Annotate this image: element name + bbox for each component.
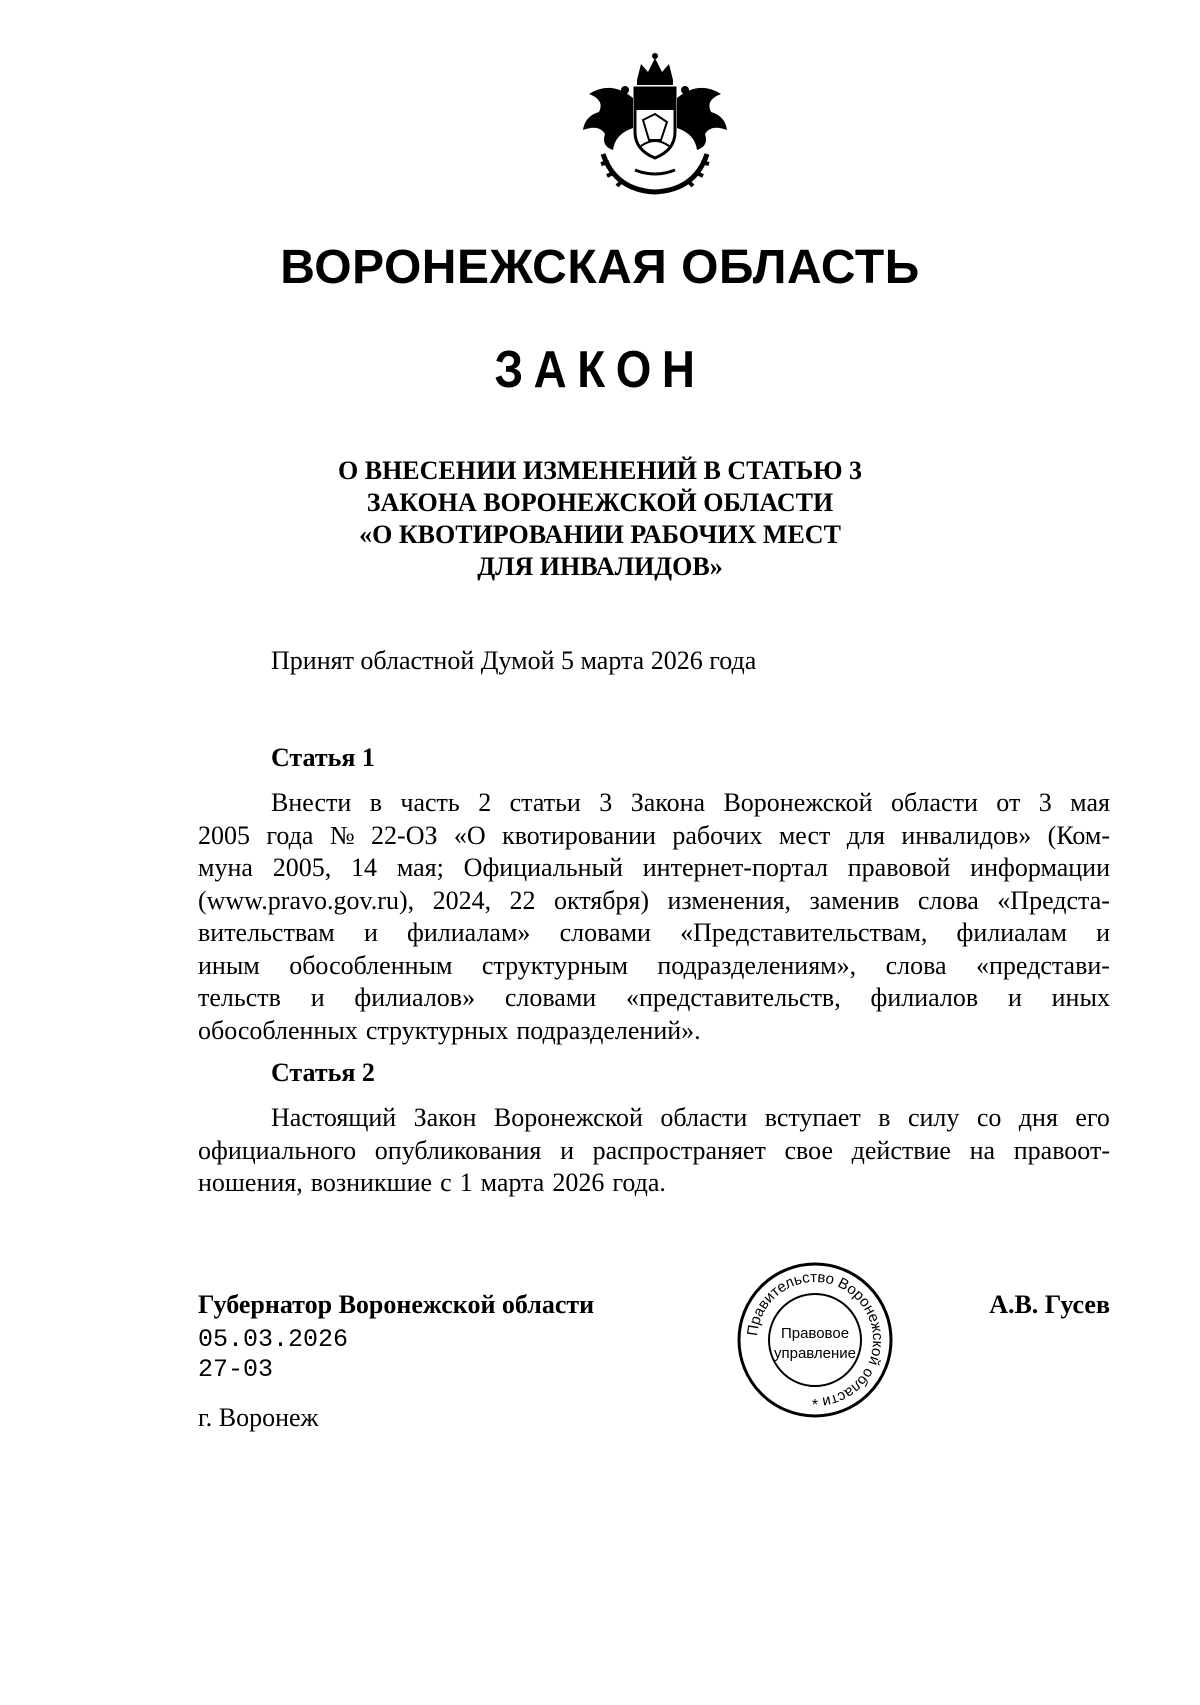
adoption-note: Принят областной Думой 5 марта 2026 года xyxy=(271,646,757,675)
word: для xyxy=(846,820,885,850)
official-stamp xyxy=(735,1260,895,1420)
word: Воронежской xyxy=(723,788,873,817)
word: 2005 xyxy=(198,820,250,850)
word: силу xyxy=(907,1103,960,1132)
word: Официальный xyxy=(463,853,623,882)
word: дня xyxy=(1018,1103,1058,1132)
word: в xyxy=(369,788,382,817)
word: и xyxy=(363,918,378,947)
text-line xyxy=(198,1102,1110,1135)
word: и xyxy=(1096,918,1110,947)
word: подразделениям», xyxy=(657,950,857,980)
word: области xyxy=(890,788,978,817)
word: 2 xyxy=(478,788,492,817)
word: официального xyxy=(198,1135,357,1165)
word: октября) xyxy=(553,885,650,915)
text-line xyxy=(198,885,1110,918)
stamp-ring-text: Правительство Воронежской области xyxy=(744,1268,887,1411)
text-line xyxy=(198,950,1110,983)
text-line xyxy=(198,787,1110,820)
word: рабочих xyxy=(672,820,763,850)
word: слова xyxy=(917,885,979,915)
word: с xyxy=(440,1168,452,1197)
word: мест xyxy=(778,820,831,850)
signatory-position: Губернатор Воронежской области xyxy=(198,1290,595,1319)
word: Настоящий xyxy=(271,1103,397,1132)
law-number: 27-03 xyxy=(198,1355,274,1384)
document-type: ЗАКОН xyxy=(494,341,706,399)
word: тельств xyxy=(198,983,281,1012)
word: свое xyxy=(784,1135,833,1165)
signatory-name: А.В. Гусев xyxy=(989,1290,1110,1319)
word: 2005, xyxy=(272,853,332,882)
law-title-line: ЗАКОНА ВОРОНЕЖСКОЙ ОБЛАСТИ xyxy=(366,488,834,517)
article-2-text xyxy=(198,1102,1110,1200)
word: от xyxy=(996,788,1021,817)
text-line xyxy=(198,1135,1110,1168)
word: 1 xyxy=(459,1168,473,1197)
word: в xyxy=(878,1103,891,1132)
article-1-text xyxy=(198,787,1110,1047)
law-title-line: «О КВОТИРОВАНИИ РАБОЧИХ МЕСТ xyxy=(359,520,841,549)
word: Внести xyxy=(271,788,352,817)
word: «представительств, xyxy=(626,983,841,1012)
word: 3 xyxy=(1038,788,1052,817)
word: и xyxy=(560,1135,574,1165)
word: года. xyxy=(612,1168,666,1197)
word: действие xyxy=(851,1135,951,1165)
word: филиалов xyxy=(870,983,979,1012)
word: области xyxy=(660,1103,748,1132)
word: подразделений». xyxy=(516,1015,701,1045)
word: интернет-портал xyxy=(642,853,828,882)
word: 2026 xyxy=(552,1168,605,1197)
word: филиалов» xyxy=(354,983,476,1012)
word: словами xyxy=(559,918,651,947)
word: 14 xyxy=(351,853,378,882)
word: инвалидов» xyxy=(901,820,1032,850)
word: его xyxy=(1075,1103,1110,1132)
word: иных xyxy=(1051,983,1110,1012)
word: филиалам xyxy=(956,918,1067,947)
stamp-star: * xyxy=(811,1397,819,1414)
word: и xyxy=(1007,983,1022,1012)
word: мая xyxy=(1070,788,1110,817)
word: Воронежской xyxy=(493,1103,643,1132)
law-title xyxy=(300,455,900,583)
word: информации xyxy=(970,853,1110,882)
word: «О xyxy=(453,820,486,850)
word: 22-ОЗ xyxy=(371,820,438,850)
word: и xyxy=(310,983,325,1012)
region-title: ВОРОНЕЖСКАЯ ОБЛАСТЬ xyxy=(280,241,920,294)
word: иным xyxy=(198,950,260,980)
text-line xyxy=(198,982,1110,1015)
word: квотировании xyxy=(502,820,656,850)
word: структурных xyxy=(365,1015,509,1045)
word: марта xyxy=(480,1168,545,1197)
word: опубликования xyxy=(374,1135,542,1165)
text-line xyxy=(198,1015,1110,1048)
word: (Ком- xyxy=(1047,820,1110,850)
word: статьи xyxy=(509,788,581,817)
word: «Представительствам, xyxy=(680,918,928,947)
word: слова xyxy=(885,950,947,980)
word: вительствам xyxy=(198,918,335,947)
word: филиалам» xyxy=(407,918,531,947)
word: правовой xyxy=(847,853,951,882)
word: Закон xyxy=(413,1103,477,1132)
word: заменив xyxy=(809,885,900,915)
text-line xyxy=(198,917,1110,950)
word: мая; xyxy=(396,853,444,882)
word: словами xyxy=(504,983,597,1012)
word: года xyxy=(266,820,314,850)
stamp-center-line-2: управление xyxy=(773,1345,857,1362)
word: Закона xyxy=(630,788,706,817)
text-line xyxy=(198,820,1110,853)
word: на xyxy=(969,1135,996,1165)
article-1-heading: Статья 1 xyxy=(271,743,375,772)
article-2-heading: Статья 2 xyxy=(271,1058,375,1087)
word: (www.pravo.gov.ru), xyxy=(198,885,415,915)
word: изменения, xyxy=(667,885,792,915)
word: вступает xyxy=(764,1103,861,1132)
text-line xyxy=(198,1167,1110,1200)
word: структурным xyxy=(481,950,628,980)
word: 22 xyxy=(509,885,536,915)
law-title-line: О ВНЕСЕНИИ ИЗМЕНЕНИЙ В СТАТЬЮ 3 xyxy=(338,456,862,485)
coat-of-arms-icon xyxy=(575,50,735,200)
word: «Предста- xyxy=(997,885,1110,915)
signing-date: 05.03.2026 xyxy=(198,1325,349,1354)
text-line xyxy=(198,852,1110,885)
word: № xyxy=(329,820,355,850)
word: правоот- xyxy=(1013,1135,1110,1165)
signing-city: г. Воронеж xyxy=(198,1403,319,1432)
word: со xyxy=(976,1103,1002,1132)
stamp-center-line-1: Правовое xyxy=(780,1325,850,1342)
law-title-line: ДЛЯ ИНВАЛИДОВ» xyxy=(477,552,723,581)
word: 3 xyxy=(599,788,613,817)
word: муна xyxy=(198,853,253,882)
word: возникшие xyxy=(310,1168,433,1197)
word: 2024, xyxy=(432,885,492,915)
word: ношения, xyxy=(198,1168,303,1197)
word: распространяет xyxy=(592,1135,766,1165)
word: обособленных xyxy=(198,1015,358,1045)
word: часть xyxy=(400,788,460,817)
word: «представи- xyxy=(976,950,1110,980)
word: обособленным xyxy=(289,950,453,980)
